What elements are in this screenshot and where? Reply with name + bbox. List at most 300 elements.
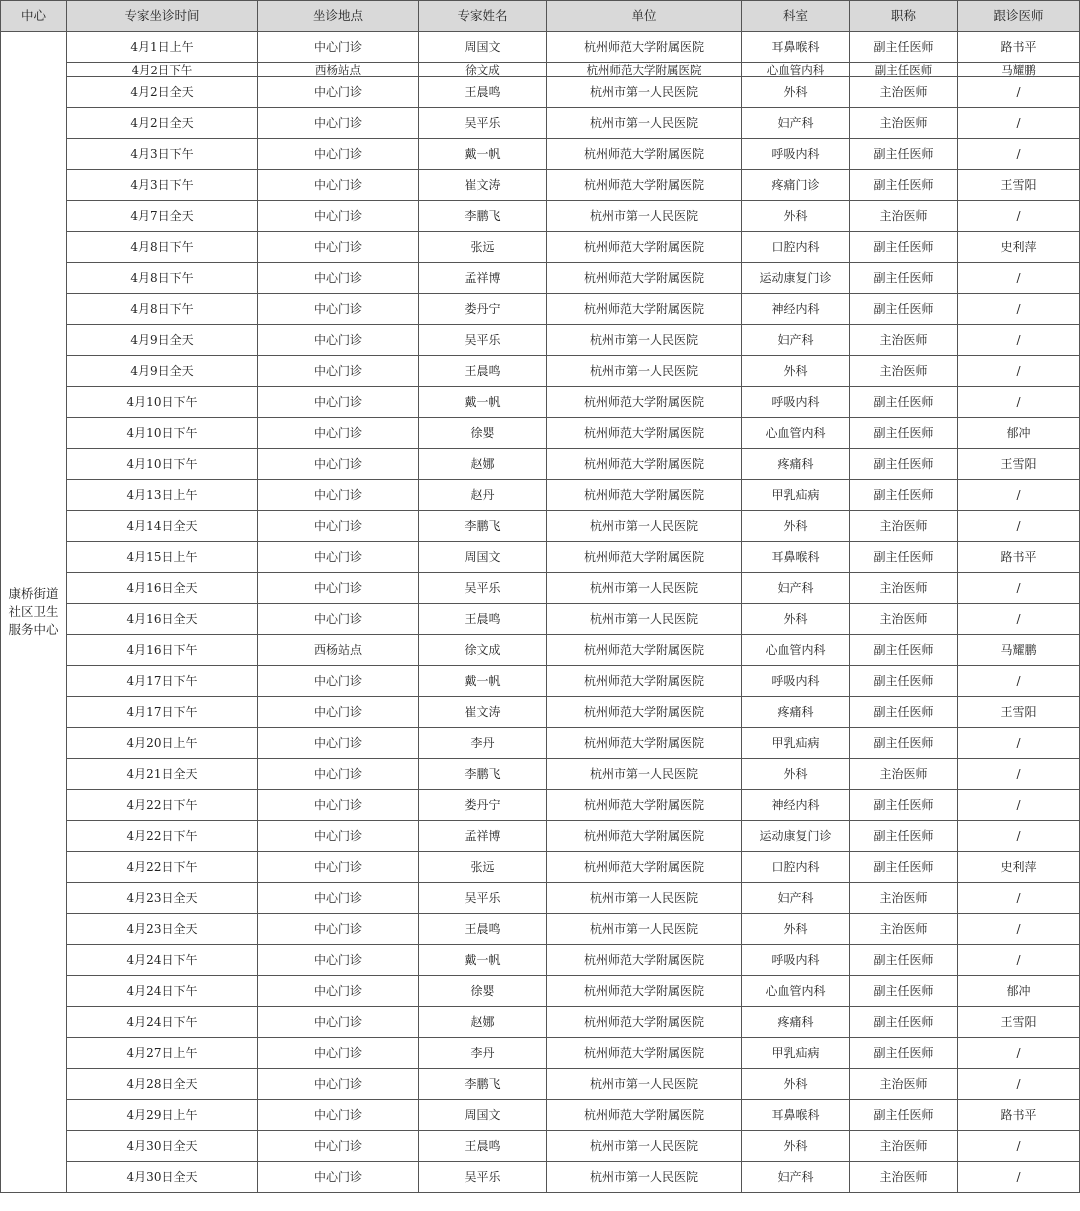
cell-department: 妇产科 bbox=[742, 883, 850, 914]
cell-time: 4月30日全天 bbox=[67, 1131, 258, 1162]
cell-assistant: / bbox=[958, 666, 1080, 697]
cell-assistant: / bbox=[958, 883, 1080, 914]
cell-expert-name: 赵丹 bbox=[419, 480, 547, 511]
table-row bbox=[1, 480, 1080, 511]
cell-location: 中心门诊 bbox=[258, 325, 419, 356]
cell-time: 4月14日全天 bbox=[67, 511, 258, 542]
cell-unit: 杭州市第一人民医院 bbox=[547, 325, 742, 356]
cell-unit: 杭州师范大学附属医院 bbox=[547, 480, 742, 511]
table-row bbox=[1, 1069, 1080, 1100]
cell-time: 4月16日下午 bbox=[67, 635, 258, 666]
cell-time: 4月8日下午 bbox=[67, 294, 258, 325]
table-row bbox=[1, 945, 1080, 976]
cell-unit: 杭州市第一人民医院 bbox=[547, 1069, 742, 1100]
cell-unit: 杭州市第一人民医院 bbox=[547, 1131, 742, 1162]
cell-title: 主治医师 bbox=[850, 604, 958, 635]
cell-time: 4月23日全天 bbox=[67, 914, 258, 945]
cell-time: 4月13日上午 bbox=[67, 480, 258, 511]
cell-time: 4月28日全天 bbox=[67, 1069, 258, 1100]
cell-assistant: / bbox=[958, 1038, 1080, 1069]
table-row bbox=[1, 790, 1080, 821]
table-row bbox=[1, 77, 1080, 108]
cell-location: 中心门诊 bbox=[258, 387, 419, 418]
cell-time: 4月17日下午 bbox=[67, 666, 258, 697]
cell-time: 4月2日全天 bbox=[67, 77, 258, 108]
cell-assistant: / bbox=[958, 139, 1080, 170]
cell-unit: 杭州师范大学附属医院 bbox=[547, 697, 742, 728]
cell-title: 主治医师 bbox=[850, 201, 958, 232]
cell-title: 副主任医师 bbox=[850, 63, 958, 77]
cell-time: 4月24日下午 bbox=[67, 1007, 258, 1038]
cell-department: 外科 bbox=[742, 511, 850, 542]
cell-location: 中心门诊 bbox=[258, 914, 419, 945]
cell-assistant: 路书平 bbox=[958, 32, 1080, 63]
cell-title: 副主任医师 bbox=[850, 790, 958, 821]
cell-department: 甲乳疝病 bbox=[742, 480, 850, 511]
cell-department: 疼痛门诊 bbox=[742, 170, 850, 201]
cell-center bbox=[1, 32, 67, 1193]
table-row bbox=[1, 1131, 1080, 1162]
cell-time: 4月21日全天 bbox=[67, 759, 258, 790]
cell-expert-name: 赵娜 bbox=[419, 1007, 547, 1038]
cell-assistant: / bbox=[958, 728, 1080, 759]
cell-title: 副主任医师 bbox=[850, 728, 958, 759]
cell-location: 西杨站点 bbox=[258, 63, 419, 77]
cell-location: 中心门诊 bbox=[258, 232, 419, 263]
cell-title: 主治医师 bbox=[850, 356, 958, 387]
cell-unit: 杭州市第一人民医院 bbox=[547, 883, 742, 914]
cell-location: 中心门诊 bbox=[258, 356, 419, 387]
header-department: 科室 bbox=[742, 1, 850, 32]
cell-assistant: / bbox=[958, 480, 1080, 511]
cell-title: 副主任医师 bbox=[850, 697, 958, 728]
header-title: 职称 bbox=[850, 1, 958, 32]
cell-assistant: / bbox=[958, 1069, 1080, 1100]
cell-expert-name: 娄丹宁 bbox=[419, 790, 547, 821]
cell-time: 4月29日上午 bbox=[67, 1100, 258, 1131]
cell-unit: 杭州师范大学附属医院 bbox=[547, 63, 742, 77]
table-row bbox=[1, 976, 1080, 1007]
table-row bbox=[1, 1100, 1080, 1131]
cell-assistant: / bbox=[958, 821, 1080, 852]
cell-expert-name: 王晨鸣 bbox=[419, 914, 547, 945]
cell-unit: 杭州师范大学附属医院 bbox=[547, 139, 742, 170]
cell-title: 主治医师 bbox=[850, 108, 958, 139]
table-header bbox=[1, 1, 1080, 32]
cell-assistant: 史利萍 bbox=[958, 852, 1080, 883]
cell-department: 呼吸内科 bbox=[742, 387, 850, 418]
cell-title: 副主任医师 bbox=[850, 666, 958, 697]
table-row bbox=[1, 387, 1080, 418]
table-row bbox=[1, 108, 1080, 139]
cell-location: 中心门诊 bbox=[258, 1162, 419, 1193]
cell-title: 副主任医师 bbox=[850, 387, 958, 418]
cell-title: 副主任医师 bbox=[850, 32, 958, 63]
center-name-line: 康桥街道 bbox=[8, 586, 59, 601]
cell-expert-name: 周国文 bbox=[419, 32, 547, 63]
cell-unit: 杭州师范大学附属医院 bbox=[547, 263, 742, 294]
cell-assistant: / bbox=[958, 356, 1080, 387]
cell-title: 副主任医师 bbox=[850, 976, 958, 1007]
center-name-line: 社区卫生 bbox=[8, 604, 59, 619]
cell-location: 中心门诊 bbox=[258, 77, 419, 108]
cell-assistant: 王雪阳 bbox=[958, 170, 1080, 201]
cell-assistant: / bbox=[958, 790, 1080, 821]
cell-location: 中心门诊 bbox=[258, 449, 419, 480]
cell-title: 副主任医师 bbox=[850, 1007, 958, 1038]
cell-location: 中心门诊 bbox=[258, 945, 419, 976]
cell-title: 副主任医师 bbox=[850, 542, 958, 573]
cell-time: 4月24日下午 bbox=[67, 976, 258, 1007]
cell-time: 4月2日下午 bbox=[67, 63, 258, 77]
cell-department: 运动康复门诊 bbox=[742, 263, 850, 294]
cell-assistant: / bbox=[958, 325, 1080, 356]
cell-assistant: 路书平 bbox=[958, 1100, 1080, 1131]
cell-time: 4月22日下午 bbox=[67, 790, 258, 821]
cell-location: 中心门诊 bbox=[258, 480, 419, 511]
cell-location: 中心门诊 bbox=[258, 108, 419, 139]
cell-location: 中心门诊 bbox=[258, 666, 419, 697]
cell-time: 4月23日全天 bbox=[67, 883, 258, 914]
header-center: 中心 bbox=[1, 1, 67, 32]
cell-title: 副主任医师 bbox=[850, 480, 958, 511]
cell-department: 外科 bbox=[742, 759, 850, 790]
cell-expert-name: 徐文成 bbox=[419, 635, 547, 666]
cell-assistant: / bbox=[958, 914, 1080, 945]
cell-assistant: / bbox=[958, 945, 1080, 976]
cell-assistant: 马耀鹏 bbox=[958, 63, 1080, 77]
cell-time: 4月3日下午 bbox=[67, 170, 258, 201]
cell-department: 心血管内科 bbox=[742, 418, 850, 449]
cell-location: 中心门诊 bbox=[258, 573, 419, 604]
cell-department: 口腔内科 bbox=[742, 852, 850, 883]
cell-time: 4月9日全天 bbox=[67, 356, 258, 387]
cell-unit: 杭州市第一人民医院 bbox=[547, 573, 742, 604]
cell-department: 呼吸内科 bbox=[742, 945, 850, 976]
table-row bbox=[1, 1007, 1080, 1038]
cell-department: 外科 bbox=[742, 201, 850, 232]
cell-assistant: / bbox=[958, 201, 1080, 232]
cell-expert-name: 戴一帆 bbox=[419, 945, 547, 976]
table-row bbox=[1, 170, 1080, 201]
cell-unit: 杭州师范大学附属医院 bbox=[547, 170, 742, 201]
cell-time: 4月24日下午 bbox=[67, 945, 258, 976]
cell-unit: 杭州师范大学附属医院 bbox=[547, 1007, 742, 1038]
cell-department: 神经内科 bbox=[742, 294, 850, 325]
table-row bbox=[1, 914, 1080, 945]
cell-time: 4月9日全天 bbox=[67, 325, 258, 356]
table-row bbox=[1, 1162, 1080, 1193]
cell-department: 耳鼻喉科 bbox=[742, 32, 850, 63]
cell-unit: 杭州市第一人民医院 bbox=[547, 201, 742, 232]
table-row bbox=[1, 883, 1080, 914]
cell-title: 副主任医师 bbox=[850, 449, 958, 480]
cell-location: 中心门诊 bbox=[258, 418, 419, 449]
cell-department: 外科 bbox=[742, 1131, 850, 1162]
table-row bbox=[1, 418, 1080, 449]
table-row bbox=[1, 294, 1080, 325]
cell-expert-name: 周国文 bbox=[419, 1100, 547, 1131]
cell-time: 4月16日全天 bbox=[67, 573, 258, 604]
cell-expert-name: 孟祥博 bbox=[419, 821, 547, 852]
table-row bbox=[1, 263, 1080, 294]
cell-unit: 杭州师范大学附属医院 bbox=[547, 852, 742, 883]
cell-expert-name: 李丹 bbox=[419, 728, 547, 759]
table-row bbox=[1, 232, 1080, 263]
cell-department: 外科 bbox=[742, 77, 850, 108]
cell-title: 副主任医师 bbox=[850, 635, 958, 666]
cell-department: 耳鼻喉科 bbox=[742, 1100, 850, 1131]
table-row bbox=[1, 542, 1080, 573]
cell-assistant: / bbox=[958, 759, 1080, 790]
cell-title: 副主任医师 bbox=[850, 232, 958, 263]
cell-expert-name: 吴平乐 bbox=[419, 108, 547, 139]
cell-expert-name: 吴平乐 bbox=[419, 883, 547, 914]
cell-location: 中心门诊 bbox=[258, 1131, 419, 1162]
cell-location: 中心门诊 bbox=[258, 294, 419, 325]
cell-department: 心血管内科 bbox=[742, 976, 850, 1007]
cell-expert-name: 王晨鸣 bbox=[419, 77, 547, 108]
header-row bbox=[1, 1, 1080, 32]
cell-expert-name: 王晨鸣 bbox=[419, 604, 547, 635]
cell-assistant: / bbox=[958, 573, 1080, 604]
cell-unit: 杭州市第一人民医院 bbox=[547, 108, 742, 139]
cell-unit: 杭州师范大学附属医院 bbox=[547, 294, 742, 325]
table-row bbox=[1, 63, 1080, 77]
cell-expert-name: 戴一帆 bbox=[419, 666, 547, 697]
cell-unit: 杭州师范大学附属医院 bbox=[547, 790, 742, 821]
cell-expert-name: 周国文 bbox=[419, 542, 547, 573]
cell-department: 外科 bbox=[742, 1069, 850, 1100]
cell-expert-name: 赵娜 bbox=[419, 449, 547, 480]
cell-location: 中心门诊 bbox=[258, 170, 419, 201]
cell-time: 4月3日下午 bbox=[67, 139, 258, 170]
cell-expert-name: 张远 bbox=[419, 232, 547, 263]
cell-title: 副主任医师 bbox=[850, 852, 958, 883]
cell-department: 外科 bbox=[742, 604, 850, 635]
cell-title: 副主任医师 bbox=[850, 418, 958, 449]
cell-unit: 杭州师范大学附属医院 bbox=[547, 976, 742, 1007]
cell-unit: 杭州市第一人民医院 bbox=[547, 511, 742, 542]
cell-location: 中心门诊 bbox=[258, 201, 419, 232]
table-row bbox=[1, 139, 1080, 170]
cell-expert-name: 李鹏飞 bbox=[419, 1069, 547, 1100]
cell-unit: 杭州师范大学附属医院 bbox=[547, 418, 742, 449]
cell-department: 心血管内科 bbox=[742, 635, 850, 666]
cell-time: 4月27日上午 bbox=[67, 1038, 258, 1069]
cell-expert-name: 徐婴 bbox=[419, 976, 547, 1007]
cell-expert-name: 崔文涛 bbox=[419, 170, 547, 201]
cell-department: 妇产科 bbox=[742, 108, 850, 139]
table-row bbox=[1, 1038, 1080, 1069]
table-row bbox=[1, 573, 1080, 604]
cell-unit: 杭州师范大学附属医院 bbox=[547, 232, 742, 263]
cell-department: 口腔内科 bbox=[742, 232, 850, 263]
cell-time: 4月22日下午 bbox=[67, 852, 258, 883]
header-unit: 单位 bbox=[547, 1, 742, 32]
cell-unit: 杭州市第一人民医院 bbox=[547, 759, 742, 790]
cell-department: 甲乳疝病 bbox=[742, 1038, 850, 1069]
cell-title: 主治医师 bbox=[850, 1069, 958, 1100]
cell-location: 中心门诊 bbox=[258, 852, 419, 883]
table-body bbox=[1, 32, 1080, 1193]
cell-title: 主治医师 bbox=[850, 77, 958, 108]
cell-location: 中心门诊 bbox=[258, 697, 419, 728]
cell-department: 外科 bbox=[742, 914, 850, 945]
table-row bbox=[1, 852, 1080, 883]
cell-title: 副主任医师 bbox=[850, 170, 958, 201]
cell-department: 甲乳疝病 bbox=[742, 728, 850, 759]
cell-department: 呼吸内科 bbox=[742, 666, 850, 697]
header-location: 坐诊地点 bbox=[258, 1, 419, 32]
cell-location: 中心门诊 bbox=[258, 32, 419, 63]
cell-unit: 杭州市第一人民医院 bbox=[547, 914, 742, 945]
cell-expert-name: 崔文涛 bbox=[419, 697, 547, 728]
cell-assistant: / bbox=[958, 511, 1080, 542]
cell-expert-name: 徐文成 bbox=[419, 63, 547, 77]
cell-department: 运动康复门诊 bbox=[742, 821, 850, 852]
cell-unit: 杭州师范大学附属医院 bbox=[547, 32, 742, 63]
cell-location: 中心门诊 bbox=[258, 1069, 419, 1100]
cell-expert-name: 孟祥博 bbox=[419, 263, 547, 294]
cell-location: 中心门诊 bbox=[258, 542, 419, 573]
cell-unit: 杭州市第一人民医院 bbox=[547, 77, 742, 108]
cell-location: 中心门诊 bbox=[258, 759, 419, 790]
cell-expert-name: 徐婴 bbox=[419, 418, 547, 449]
cell-assistant: 王雪阳 bbox=[958, 697, 1080, 728]
cell-unit: 杭州师范大学附属医院 bbox=[547, 449, 742, 480]
cell-location: 中心门诊 bbox=[258, 1038, 419, 1069]
table-row bbox=[1, 201, 1080, 232]
cell-department: 妇产科 bbox=[742, 573, 850, 604]
cell-department: 妇产科 bbox=[742, 325, 850, 356]
cell-assistant: / bbox=[958, 604, 1080, 635]
cell-department: 疼痛科 bbox=[742, 1007, 850, 1038]
cell-title: 副主任医师 bbox=[850, 139, 958, 170]
cell-assistant: / bbox=[958, 77, 1080, 108]
cell-expert-name: 吴平乐 bbox=[419, 1162, 547, 1193]
cell-assistant: 王雪阳 bbox=[958, 449, 1080, 480]
cell-title: 副主任医师 bbox=[850, 263, 958, 294]
cell-title: 副主任医师 bbox=[850, 821, 958, 852]
cell-location: 中心门诊 bbox=[258, 511, 419, 542]
table-row bbox=[1, 697, 1080, 728]
cell-assistant: / bbox=[958, 294, 1080, 325]
cell-time: 4月17日下午 bbox=[67, 697, 258, 728]
table-row bbox=[1, 356, 1080, 387]
cell-time: 4月8日下午 bbox=[67, 263, 258, 294]
header-time: 专家坐诊时间 bbox=[67, 1, 258, 32]
cell-unit: 杭州市第一人民医院 bbox=[547, 1162, 742, 1193]
header-assistant: 跟诊医师 bbox=[958, 1, 1080, 32]
cell-title: 主治医师 bbox=[850, 511, 958, 542]
header-expert-name: 专家姓名 bbox=[419, 1, 547, 32]
cell-location: 中心门诊 bbox=[258, 883, 419, 914]
cell-expert-name: 李鹏飞 bbox=[419, 511, 547, 542]
cell-unit: 杭州师范大学附属医院 bbox=[547, 945, 742, 976]
cell-title: 主治医师 bbox=[850, 325, 958, 356]
cell-location: 中心门诊 bbox=[258, 821, 419, 852]
cell-department: 外科 bbox=[742, 356, 850, 387]
cell-time: 4月15日上午 bbox=[67, 542, 258, 573]
cell-assistant: 郁冲 bbox=[958, 418, 1080, 449]
cell-location: 中心门诊 bbox=[258, 976, 419, 1007]
cell-time: 4月10日下午 bbox=[67, 418, 258, 449]
cell-expert-name: 吴平乐 bbox=[419, 573, 547, 604]
table-row bbox=[1, 635, 1080, 666]
cell-expert-name: 张远 bbox=[419, 852, 547, 883]
cell-unit: 杭州师范大学附属医院 bbox=[547, 1100, 742, 1131]
table-row bbox=[1, 325, 1080, 356]
cell-department: 神经内科 bbox=[742, 790, 850, 821]
cell-unit: 杭州师范大学附属医院 bbox=[547, 1038, 742, 1069]
cell-location: 中心门诊 bbox=[258, 1007, 419, 1038]
cell-expert-name: 娄丹宁 bbox=[419, 294, 547, 325]
cell-time: 4月16日全天 bbox=[67, 604, 258, 635]
cell-time: 4月10日下午 bbox=[67, 387, 258, 418]
cell-department: 心血管内科 bbox=[742, 63, 850, 77]
cell-title: 副主任医师 bbox=[850, 945, 958, 976]
cell-expert-name: 吴平乐 bbox=[419, 325, 547, 356]
cell-assistant: / bbox=[958, 263, 1080, 294]
table-row bbox=[1, 604, 1080, 635]
cell-unit: 杭州师范大学附属医院 bbox=[547, 635, 742, 666]
cell-title: 主治医师 bbox=[850, 1162, 958, 1193]
cell-unit: 杭州师范大学附属医院 bbox=[547, 821, 742, 852]
cell-assistant: 路书平 bbox=[958, 542, 1080, 573]
cell-location: 中心门诊 bbox=[258, 728, 419, 759]
cell-assistant: 王雪阳 bbox=[958, 1007, 1080, 1038]
cell-assistant: / bbox=[958, 108, 1080, 139]
cell-title: 主治医师 bbox=[850, 759, 958, 790]
cell-time: 4月22日下午 bbox=[67, 821, 258, 852]
cell-assistant: 马耀鹏 bbox=[958, 635, 1080, 666]
table-row bbox=[1, 666, 1080, 697]
cell-assistant: 郁冲 bbox=[958, 976, 1080, 1007]
cell-expert-name: 李鹏飞 bbox=[419, 759, 547, 790]
table-row bbox=[1, 821, 1080, 852]
cell-assistant: / bbox=[958, 387, 1080, 418]
cell-expert-name: 王晨鸣 bbox=[419, 356, 547, 387]
cell-title: 主治医师 bbox=[850, 914, 958, 945]
cell-location: 中心门诊 bbox=[258, 139, 419, 170]
cell-unit: 杭州师范大学附属医院 bbox=[547, 728, 742, 759]
cell-time: 4月7日全天 bbox=[67, 201, 258, 232]
cell-unit: 杭州市第一人民医院 bbox=[547, 356, 742, 387]
cell-assistant: 史利萍 bbox=[958, 232, 1080, 263]
cell-title: 主治医师 bbox=[850, 573, 958, 604]
cell-department: 疼痛科 bbox=[742, 697, 850, 728]
cell-time: 4月10日下午 bbox=[67, 449, 258, 480]
cell-title: 主治医师 bbox=[850, 883, 958, 914]
cell-title: 副主任医师 bbox=[850, 294, 958, 325]
cell-location: 中心门诊 bbox=[258, 1100, 419, 1131]
cell-time: 4月8日下午 bbox=[67, 232, 258, 263]
cell-unit: 杭州市第一人民医院 bbox=[547, 604, 742, 635]
cell-time: 4月30日全天 bbox=[67, 1162, 258, 1193]
cell-title: 主治医师 bbox=[850, 1131, 958, 1162]
cell-unit: 杭州师范大学附属医院 bbox=[547, 666, 742, 697]
table-row bbox=[1, 511, 1080, 542]
cell-department: 耳鼻喉科 bbox=[742, 542, 850, 573]
cell-department: 呼吸内科 bbox=[742, 139, 850, 170]
cell-expert-name: 王晨鸣 bbox=[419, 1131, 547, 1162]
cell-assistant: / bbox=[958, 1162, 1080, 1193]
cell-location: 中心门诊 bbox=[258, 790, 419, 821]
cell-unit: 杭州师范大学附属医院 bbox=[547, 387, 742, 418]
cell-expert-name: 李丹 bbox=[419, 1038, 547, 1069]
cell-title: 副主任医师 bbox=[850, 1100, 958, 1131]
